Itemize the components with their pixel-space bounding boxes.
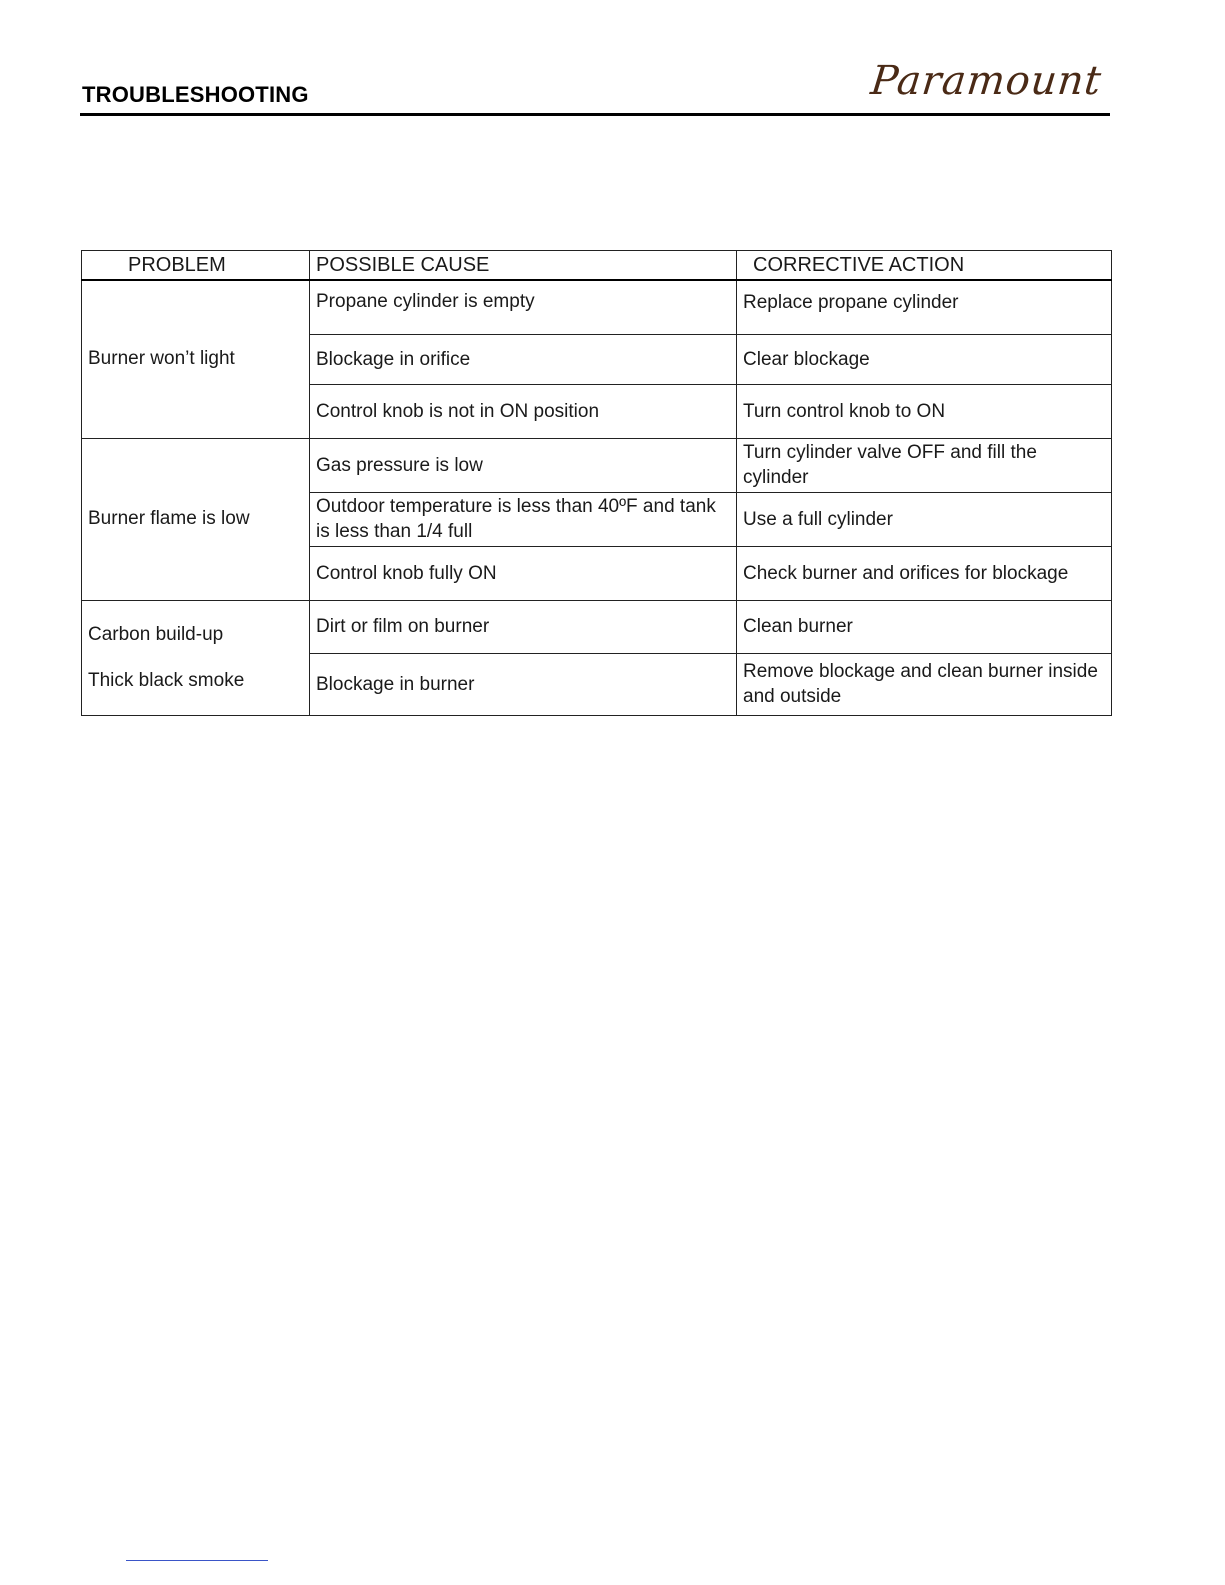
cause-cell: Outdoor temperature is less than 40ºF and tank is less than 1/4 full: [310, 492, 737, 546]
problem-label: Burner won’t light: [88, 348, 235, 370]
cause-cell: Blockage in orifice: [310, 334, 737, 384]
brand-logo: Paramount: [869, 58, 1105, 104]
problem-label: Carbon build-up: [88, 623, 224, 645]
problem-label: Burner flame is low: [88, 508, 250, 529]
table-header-row: [82, 251, 1112, 281]
cause-cell: Control knob fully ON: [310, 546, 737, 600]
table-row: [82, 280, 1112, 334]
problem-cell: [82, 438, 310, 600]
action-cell: Clean burner: [737, 600, 1112, 653]
cause-cell: Gas pressure is low: [310, 438, 737, 492]
table-row: [82, 438, 1112, 492]
action-cell: Check burner and orifices for blockage: [737, 546, 1112, 600]
page-header: [80, 58, 1110, 116]
action-cell: Use a full cylinder: [737, 492, 1112, 546]
action-cell: Clear blockage: [737, 334, 1112, 384]
cause-cell: Dirt or film on burner: [310, 600, 737, 653]
cause-cell: Blockage in burner: [310, 653, 737, 715]
problem-label: Thick black smoke: [88, 669, 245, 691]
column-header-corrective-action: CORRECTIVE ACTION: [737, 251, 1112, 281]
action-cell: Replace propane cylinder: [737, 280, 1112, 334]
cause-cell: Propane cylinder is empty: [310, 280, 737, 334]
problem-cell: [82, 600, 310, 715]
action-cell: Remove blockage and clean burner inside and outside: [737, 653, 1112, 715]
cause-cell: Control knob is not in ON position: [310, 384, 737, 438]
action-cell: Turn control knob to ON: [737, 384, 1112, 438]
column-header-possible-cause: POSSIBLE CAUSE: [310, 251, 737, 281]
column-header-problem: PROBLEM: [82, 251, 310, 281]
table-row: [82, 600, 1112, 653]
troubleshooting-table: [81, 250, 1112, 716]
problem-cell: [82, 280, 310, 438]
page-title: TROUBLESHOOTING: [82, 82, 309, 107]
header-divider: [80, 113, 1110, 116]
footer-link-underline: [126, 1560, 268, 1561]
action-cell: Turn cylinder valve OFF and fill the cylinder: [737, 438, 1112, 492]
